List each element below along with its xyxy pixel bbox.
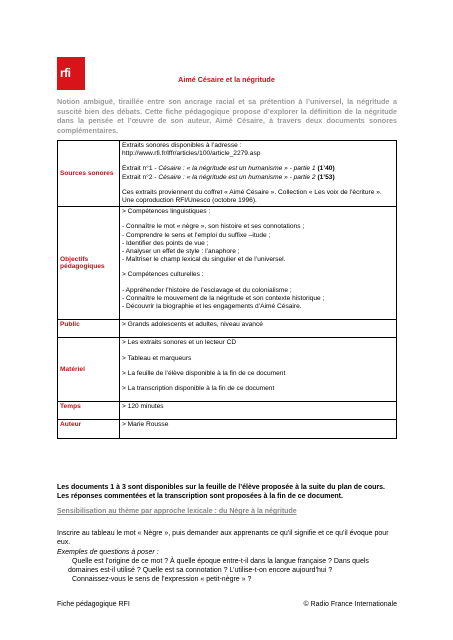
public-cell bbox=[120, 320, 397, 338]
extract-2: Extrait n°2 - Césaire : « la négritude est un humanisme » - partie 2 (1’53) bbox=[122, 173, 335, 181]
public-label: Public bbox=[58, 320, 120, 338]
ling-item: - Maîtriser le champ lexical du singulier et de l’universel. bbox=[122, 256, 286, 264]
auteur-cell bbox=[120, 420, 397, 438]
ling-item: - Comprendre le sens et l’emploi du suffixe –itude ; bbox=[122, 231, 271, 239]
document-title: Aimé Césaire et la négritude bbox=[178, 75, 275, 84]
table-row-temps bbox=[58, 402, 397, 420]
cult-item: - Connaître le mouvement de la négritude et son contexte historique ; bbox=[122, 294, 325, 302]
materiel-item: > La transcription disponible à la fin de ce document bbox=[122, 385, 275, 393]
materiel-item: > Tableau et marqueurs bbox=[122, 354, 192, 362]
instruction-paragraph: Inscrire au tableau le mot « Nègre », puis demander aux apprenants ce qu’il signifie et ce qu’il évoque pour eux. bbox=[57, 530, 389, 547]
extract-1: Extrait n°1 - Césaire : « la négritude est un humanisme » - partie 1 (1’40) bbox=[122, 165, 335, 173]
temps-label: Temps bbox=[58, 402, 120, 420]
course-info-table bbox=[57, 140, 397, 439]
ling-item: - Analyser un effet de style : l’anaphore ; bbox=[122, 248, 240, 256]
sources-label: Sources sonores bbox=[58, 141, 120, 207]
table-row-sources bbox=[58, 141, 397, 207]
sources-cell bbox=[120, 141, 397, 207]
coffret-note: Ces extraits proviennent du coffret « Aimé Césaire ». Collection « Les voix de l’écriture ». Une coproduction RFI/Unesco (octobre 1996). bbox=[122, 188, 382, 205]
question-1: Quelle est l’origine de ce mot ? À quelle époque entre-t-il dans la langue française ? Dans quels domaines est-il utilisé ? Quelle est sa connotation ? L’utilise-t-on encore aujourd’hui ? bbox=[68, 558, 369, 575]
ling-item: - Identifier des points de vue ; bbox=[122, 239, 209, 247]
footer-right: © Radio France Internationale bbox=[303, 601, 397, 608]
cult-item: - Découvrir la biographie et les engagements d’Aimé Césaire. bbox=[122, 303, 302, 311]
cult-item: - Appréhender l’histoire de l’esclavage et du colonialisme ; bbox=[122, 286, 292, 294]
section-heading: Sensibilisation au thème par approche lexicale : du Nègre à la négritude bbox=[57, 508, 297, 515]
linguistic-heading: > Compétences linguistiques : bbox=[122, 208, 211, 216]
table-row-materiel bbox=[58, 338, 397, 402]
intro-paragraph: Notion ambiguë, tiraillée entre son ancrage racial et sa prétention à l’universel, la négritude a suscité bien des débats. Cette fiche pédagogique propose d’explorer la définition de la négritude dans la pensée et l’œuvre de son auteur, Aimé Césaire, à travers deux documents sonores complémentaires. bbox=[57, 97, 397, 135]
temps-value: > 120 minutes bbox=[122, 403, 164, 411]
ling-item: - Connaître le mot « nègre », son histoire et ses connotations ; bbox=[122, 223, 305, 231]
auteur-label: Auteur bbox=[58, 420, 120, 438]
public-value: > Grands adolescents et adultes, niveau avancé bbox=[122, 321, 263, 329]
materiel-label: Matériel bbox=[58, 338, 120, 402]
question-2: Connaissez-vous le sens de l’expression « petit-nègre » ? bbox=[72, 576, 252, 583]
materiel-cell bbox=[120, 338, 397, 402]
sources-intro: Extraits sonores disponibles à l’adresse : bbox=[122, 142, 242, 149]
table-row-objectifs bbox=[58, 207, 397, 320]
table-row-public bbox=[58, 320, 397, 338]
materiel-item: > Les extraits sonores et un lecteur CD bbox=[122, 339, 237, 347]
objectifs-label: Objectifs pédagogiques bbox=[58, 207, 120, 320]
table-row-auteur bbox=[58, 420, 397, 438]
documents-note: Les documents 1 à 3 sont disponibles sur la feuille de l’élève proposée à la suite du plan de cours. Les réponses commentées et la transcription sont proposées à la fin de ce document. bbox=[57, 484, 385, 501]
page-footer bbox=[57, 601, 397, 608]
auteur-value: > Marie Rousse bbox=[122, 421, 169, 429]
temps-cell bbox=[120, 402, 397, 420]
cultural-heading: > Compétences culturelles : bbox=[122, 271, 204, 279]
sources-url[interactable]: http://www.rfi.fr/lffr/articles/100/article_2279.asp bbox=[122, 150, 261, 158]
objectifs-cell bbox=[120, 207, 397, 320]
rfi-logo: rfi bbox=[57, 57, 85, 90]
footer-left: Fiche pédagogique RFI bbox=[57, 601, 130, 608]
examples-heading: Exemples de questions à poser : bbox=[57, 549, 159, 556]
materiel-item: > La feuille de l’élève disponible à la fin de ce document bbox=[122, 369, 286, 377]
